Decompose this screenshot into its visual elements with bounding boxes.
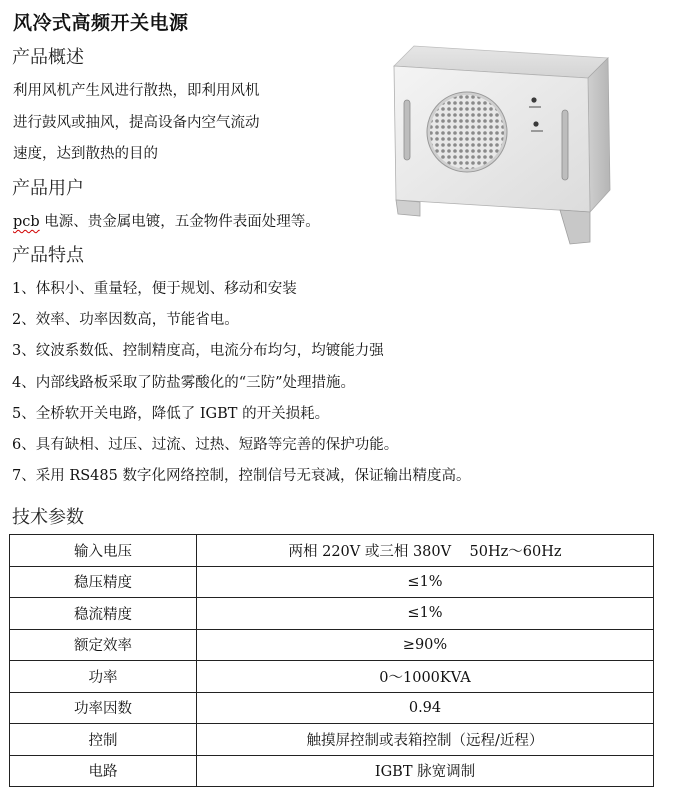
spec-value: IGBT 脉宽调制 — [197, 755, 654, 787]
table-row — [10, 755, 654, 787]
table-row — [10, 535, 654, 567]
spec-value: ≤1% — [197, 566, 654, 598]
specs-heading: 技术参数 — [12, 507, 84, 528]
table-row — [10, 629, 654, 661]
features-heading: 产品特点 — [12, 245, 84, 266]
spec-value: ≥90% — [197, 629, 654, 661]
table-row — [10, 692, 654, 724]
spec-label: 控制 — [10, 724, 197, 756]
overview-line-1: 利用风机产生风进行散热，即利用风机 — [13, 83, 260, 99]
spec-label: 额定效率 — [10, 629, 197, 661]
feature-item-7: 7、采用 RS485 数字化网络控制，控制信号无衰减，保证输出精度高。 — [12, 468, 471, 484]
page-title: 风冷式高频开关电源 — [13, 12, 189, 34]
spec-label: 稳压精度 — [10, 566, 197, 598]
feature-item-6: 6、具有缺相、过压、过流、过热、短路等完善的保护功能。 — [12, 437, 399, 453]
spec-value: 0.94 — [197, 692, 654, 724]
feature-item-2: 2、效率、功率因数高，节能省电。 — [12, 312, 239, 328]
overview-line-3: 速度，达到散热的目的 — [13, 146, 158, 162]
overview-heading: 产品概述 — [12, 47, 84, 68]
power-supply-product-image — [380, 40, 620, 250]
table-row — [10, 566, 654, 598]
spec-value: ≤1% — [197, 598, 654, 630]
spec-value: 0～1000KVA — [197, 661, 654, 693]
spec-label: 输入电压 — [10, 535, 197, 567]
users-heading: 产品用户 — [12, 178, 84, 199]
table-row — [10, 598, 654, 630]
feature-item-5: 5、全桥软开关电路，降低了 IGBT 的开关损耗。 — [12, 406, 330, 422]
users-line — [13, 210, 320, 231]
users-prefix: pcb — [13, 214, 40, 230]
spec-label: 功率因数 — [10, 692, 197, 724]
spec-label: 电路 — [10, 755, 197, 787]
spec-value: 两相 220V 或三相 380V 50Hz～60Hz — [197, 535, 654, 567]
users-rest: 电源、贵金属电镀，五金物件表面处理等。 — [39, 214, 320, 230]
feature-item-4: 4、内部线路板采取了防盐雾酸化的“三防”处理措施。 — [12, 375, 356, 391]
overview-line-2: 进行鼓风或抽风，提高设备内空气流动 — [13, 115, 260, 131]
feature-item-1: 1、体积小、重量轻，便于规划、移动和安装 — [12, 281, 297, 297]
table-row — [10, 724, 654, 756]
table-row — [10, 661, 654, 693]
spec-label: 稳流精度 — [10, 598, 197, 630]
specs-table — [9, 534, 654, 787]
spec-value: 触摸屏控制或表箱控制（远程/近程） — [197, 724, 654, 756]
spec-label: 功率 — [10, 661, 197, 693]
feature-item-3: 3、纹波系数低、控制精度高，电流分布均匀，均镀能力强 — [12, 343, 384, 359]
